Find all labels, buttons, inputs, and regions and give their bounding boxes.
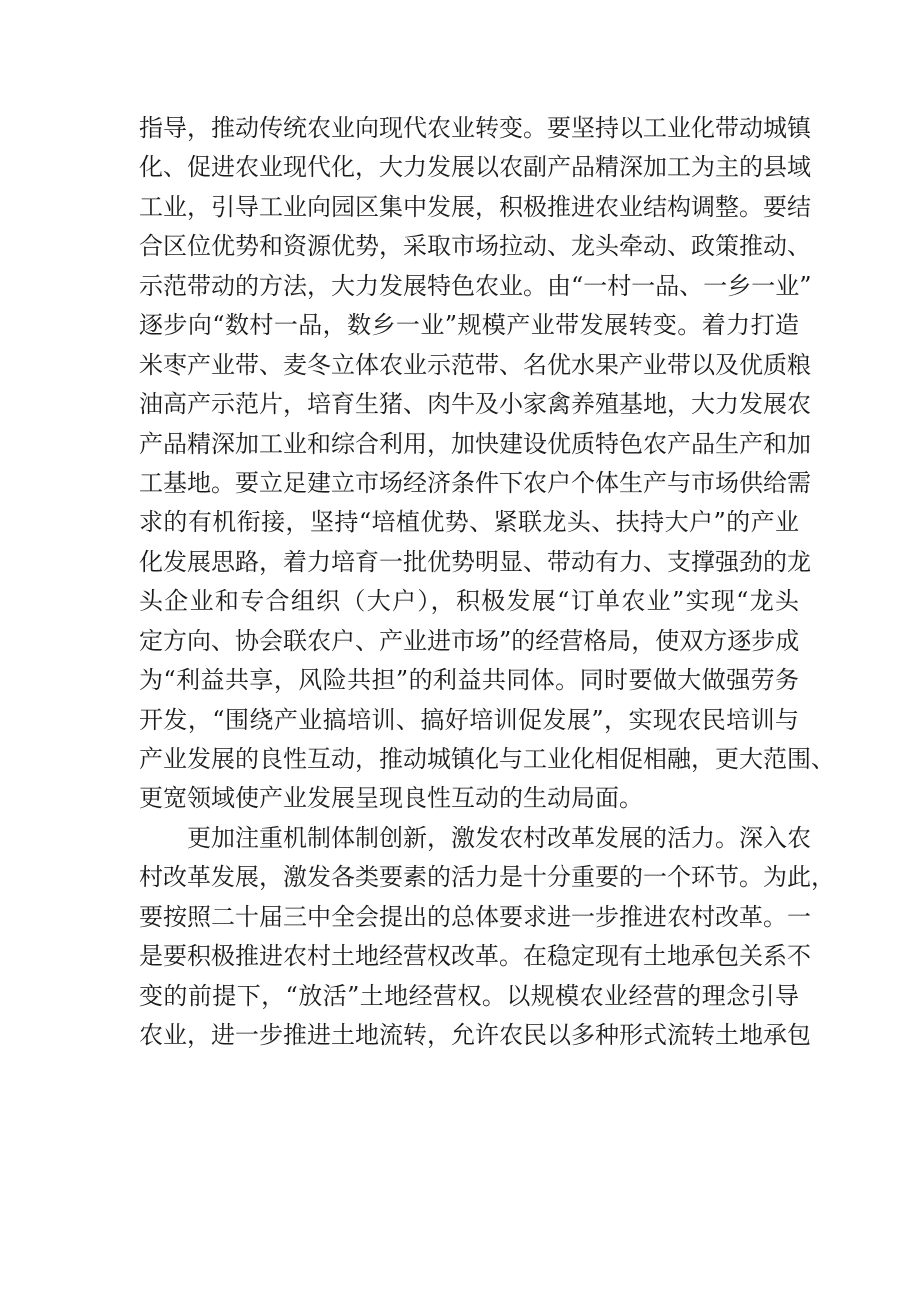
paragraph-1-line: 化发展思路，着力培育一批优势明显、带动有力、支撑强劲的龙 [139,547,811,576]
paragraph-1-line: 米枣产业带、麦冬立体农业示范带、名优水果产业带以及优质粮 [139,350,811,379]
paragraph-2-line: 农业，进一步推进土地流转，允许农民以多种形式流转土地承包 [139,1021,811,1050]
paragraph-1-line: 为“利益共享，风险共担”的利益共同体。同时要做大做强劳务 [139,666,799,695]
paragraph-2-line: 是要积极推进农村土地经营权改革。在稳定现有土地承包关系不 [139,942,811,971]
paragraph-1-line: 工业，引导工业向园区集中发展，积极推进农业结构调整。要结 [139,192,811,221]
paragraph-1-line: 化、促进农业现代化，大力发展以农副产品精深加工为主的县域 [139,153,811,182]
paragraph-1-line: 指导，推动传统农业向现代农业转变。要坚持以工业化带动城镇 [139,114,811,142]
paragraph-1-line: 头企业和专合组织（大户），积极发展“订单农业”实现“龙头 [139,587,799,616]
paragraph-1-line: 开发，“围绕产业搞培训、搞好培训促发展”，实现农民培训与 [139,705,799,734]
paragraph-1-line: 工基地。要立足建立市场经济条件下农户个体生产与市场供给需 [139,468,811,497]
paragraph-1-line: 定方向、协会联农户、产业进市场”的经营格局，使双方逐步成 [139,626,800,655]
paragraph-1-line: 油高产示范片，培育生猪、肉牛及小家禽养殖基地，大力发展农 [139,390,811,419]
paragraph-2 [139,819,835,1056]
paragraph-1-line: 更宽领域使产业发展呈现良性互动的生动局面。 [139,784,643,813]
document-body [139,109,835,1056]
paragraph-1-line: 产品精深加工业和综合利用，加快建设优质特色农产品生产和加 [139,429,811,458]
paragraph-2-line: 更加注重机制体制创新，激发农村改革发展的活力。深入农 [187,823,811,852]
paragraph-1 [139,109,835,819]
paragraph-1-line: 产业发展的良性互动，推动城镇化与工业化相促相融，更大范围、 [139,745,835,773]
paragraph-2-line: 村改革发展，激发各类要素的活力是十分重要的一个环节。为此， [139,863,835,892]
paragraph-1-line: 合区位优势和资源优势，采取市场拉动、龙头牵动、政策推动、 [139,232,811,261]
paragraph-1-line: 示范带动的方法，大力发展特色农业。由“一村一品、一乡一业” [139,271,812,300]
paragraph-1-line: 逐步向“数村一品，数乡一业”规模产业带发展转变。着力打造 [139,311,799,340]
paragraph-2-line: 变的前提下，“放活”土地经营权。以规模农业经营的理念引导 [139,981,799,1010]
paragraph-2-line: 要按照二十届三中全会提出的总体要求进一步推进农村改革。一 [139,902,811,931]
paragraph-1-line: 求的有机衔接，坚持“培植优势、紧联龙头、扶持大户”的产业 [139,508,799,537]
